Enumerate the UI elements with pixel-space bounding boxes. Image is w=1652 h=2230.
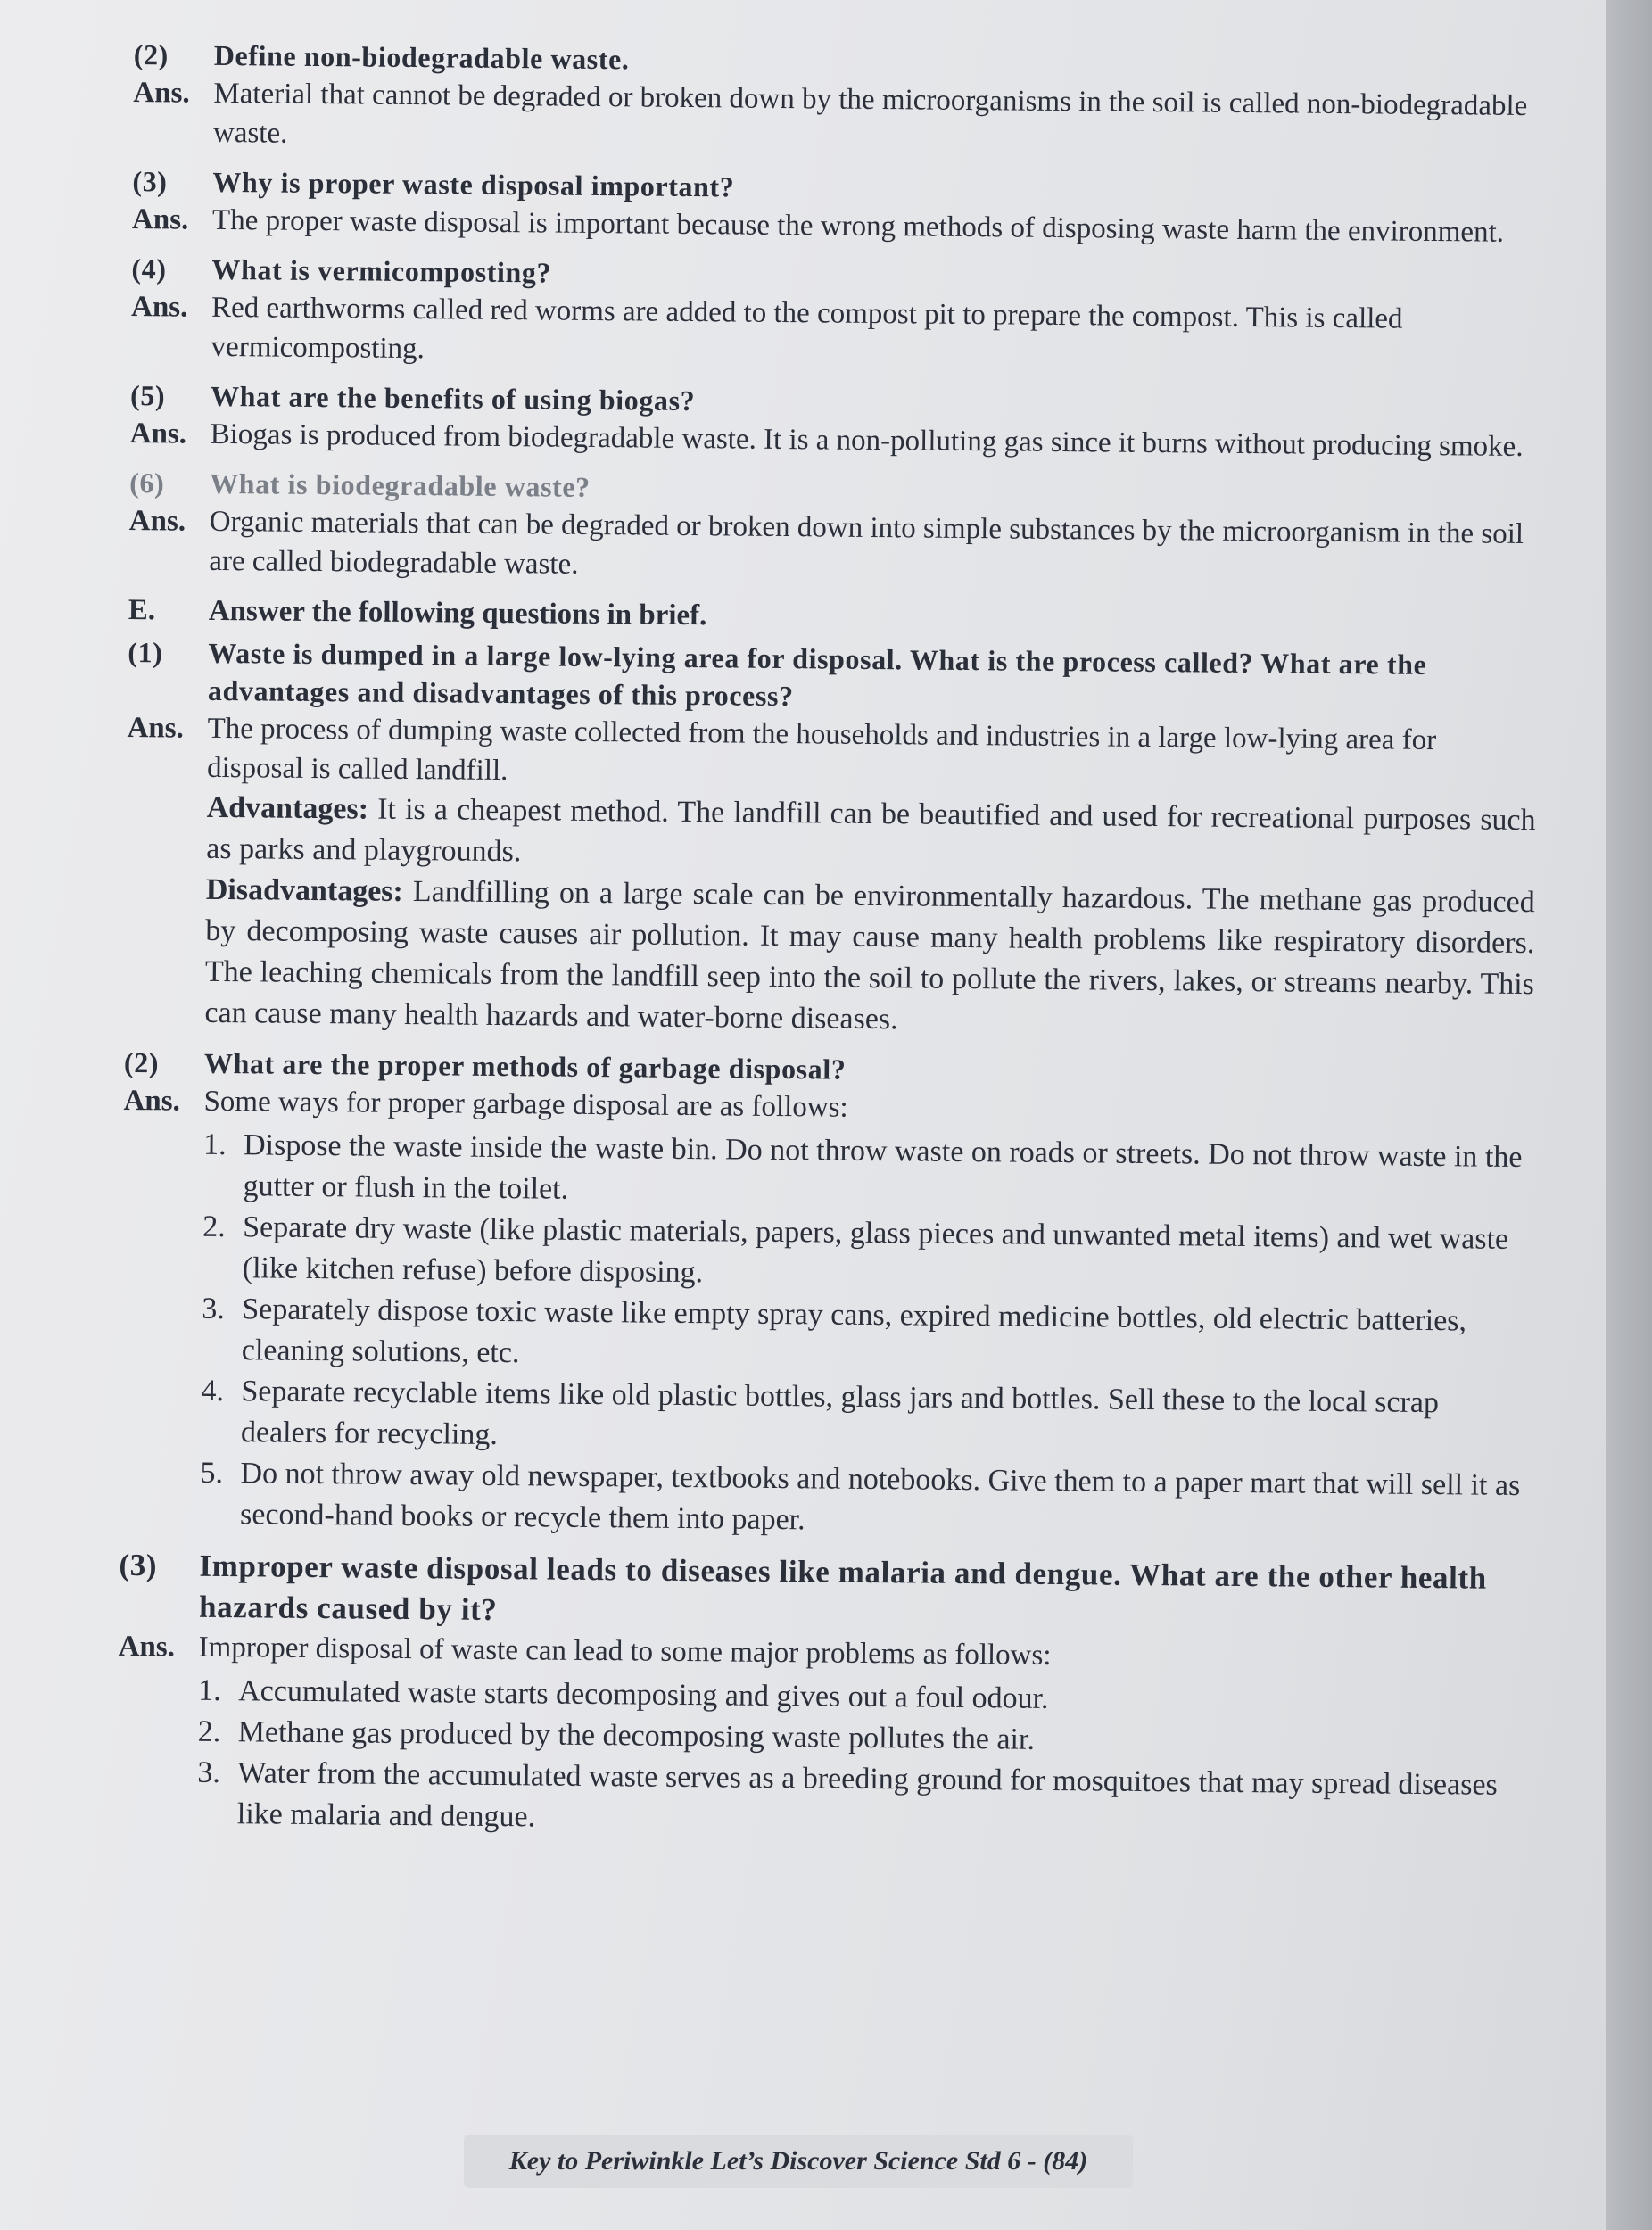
qa-d2 — [133, 36, 1543, 165]
question-text: What is biodegradable waste? — [210, 467, 591, 503]
list-item-text: Accumulated waste starts decomposing and gives out a foul odour. — [238, 1674, 1049, 1715]
question-text: What are the proper methods of garbage disposal? — [203, 1046, 847, 1086]
question-number: (1) — [128, 635, 163, 669]
list-item — [122, 1124, 1532, 1219]
book-page-edge — [1606, 0, 1652, 2230]
advantages-label: Advantages: — [206, 790, 369, 826]
answer — [127, 708, 1537, 800]
qa-e3 — [117, 1545, 1529, 1847]
list-item — [120, 1370, 1531, 1466]
answer-text: Material that cannot be degraded or broken down by the microorganisms in the soil is called non-biodegradable waste. — [212, 77, 1528, 150]
disadvantages-text: Landfilling on a large scale can be environmentally hazardous. The methane gas produced by decomposing waste causes air pollution. It may cause many health problems like respiratory disorders. The leaching chemicals from the landfill seep into the soil to pollute the rivers, lakes, or streams nearby. This can cause many health hazards and water-borne diseases. — [204, 875, 1535, 1037]
answer — [130, 287, 1540, 379]
answer-label: Ans. — [129, 417, 187, 450]
question-text: Improper waste disposal leads to diseases like malaria and dengue. What are the other health hazards caused by it? — [198, 1548, 1487, 1627]
qa-d3 — [132, 162, 1542, 252]
answer-text: Improper disposal of waste can lead to some major problems as follows: — [198, 1631, 1052, 1672]
question-number: (3) — [132, 164, 168, 198]
question-text: Waste is dumped in a large low-lying area for disposal. What is the process called? What are the advantages and disadvantages of this process? — [207, 636, 1427, 713]
question — [128, 633, 1538, 722]
answer — [133, 73, 1543, 165]
list-item-number: 5. — [200, 1456, 224, 1491]
question-number: (4) — [131, 252, 167, 285]
health-problems-list — [117, 1670, 1528, 1847]
question — [119, 1545, 1529, 1640]
list-item — [120, 1452, 1530, 1548]
list-item-text: Dispose the waste inside the waste bin. Do not throw waste on roads or streets. Do not throw waste in the gutter or flush in the toilet. — [243, 1128, 1523, 1206]
question-number: (2) — [123, 1045, 160, 1079]
question-number: (2) — [133, 37, 169, 71]
qa-d5 — [130, 376, 1540, 467]
question-text: What are the benefits of using biogas? — [210, 379, 696, 417]
question-number: (5) — [129, 378, 166, 412]
qa-e1 — [124, 633, 1537, 1046]
qa-d6 — [128, 464, 1539, 593]
list-item — [122, 1206, 1532, 1301]
list-item-number: 1. — [202, 1127, 227, 1162]
list-item-text: Separate dry waste (like plastic materials, papers, glass pieces and unwanted metal items) and wet waste (like kitchen refuse) before disposing. — [242, 1210, 1509, 1290]
list-item-number: 3. — [197, 1755, 220, 1790]
answer-label: Ans. — [133, 76, 190, 110]
list-item-text: Methane gas produced by the decomposing waste pollutes the air. — [237, 1715, 1036, 1756]
answer-text: Some ways for proper garbage disposal are as follows: — [203, 1085, 848, 1124]
answer-text: Organic materials that can be degraded or broken down into simple substances by the microorganism in the soil are called biodegradable waste. — [209, 505, 1524, 581]
list-item-number: 1. — [198, 1673, 221, 1708]
page-content — [117, 36, 1543, 1858]
list-item-text: Separate recyclable items like old plastic bottles, glass jars and bottles. Sell these to the local scrap dealers for recycling. — [240, 1375, 1440, 1451]
list-item-text: Separately dispose toxic waste like empty spray cans, expired medicine bottles, old electric batteries, cleaning solutions, etc. — [241, 1293, 1467, 1370]
answer-text: Biogas is produced from biodegradable waste. It is a non-polluting gas since it burns without producing smoke. — [210, 417, 1524, 463]
answer-label: Ans. — [123, 1084, 180, 1118]
list-item-text: Do not throw away old newspaper, textbooks and notebooks. Give them to a paper mart that will sell it as second-hand books or recycle them into paper. — [239, 1457, 1521, 1537]
answer-text: Red earthworms called red worms are added to the compost pit to prepare the compost. This is called vermicomposting. — [211, 291, 1403, 366]
question-text: What is vermicomposting? — [211, 252, 552, 289]
page-footer: Key to Periwinkle Let’s Discover Science Std 6 - (84) — [464, 2135, 1133, 2188]
answer-label: Ans. — [118, 1630, 176, 1664]
question-number: (3) — [119, 1547, 158, 1583]
answer-label: Ans. — [128, 504, 186, 538]
qa-e2 — [120, 1044, 1533, 1548]
advantages-text: It is a cheapest method. The landfill can be beautified and used for recreational purposes such as parks and playgrounds. — [206, 792, 1536, 869]
answer-label: Ans. — [127, 711, 185, 745]
answer-text: The process of dumping waste collected from the households and industries in a large low-lying area for disposal is called landfill. — [206, 712, 1437, 788]
list-item-text: Water from the accumulated waste serves as a breeding ground for mosquitoes that may spread diseases like malaria and dengue. — [236, 1756, 1498, 1834]
list-item-number: 2. — [202, 1210, 226, 1244]
answer-label: Ans. — [130, 290, 188, 324]
disadvantages-label: Disadvantages: — [205, 872, 404, 908]
disadvantages-paragraph — [124, 869, 1535, 1046]
answer — [128, 501, 1539, 593]
answer-text: The proper waste disposal is important because the wrong methods of disposing waste harm the environment. — [211, 203, 1505, 249]
advantages-paragraph — [126, 787, 1536, 882]
section-number: E. — [128, 593, 156, 627]
question-text: Define non-biodegradable waste. — [213, 38, 630, 76]
list-item — [121, 1288, 1532, 1383]
list-item-number: 4. — [201, 1374, 225, 1408]
list-item-number: 2. — [197, 1714, 221, 1749]
answer-label: Ans. — [131, 202, 189, 236]
disposal-methods-list — [120, 1124, 1532, 1548]
list-item-number: 3. — [202, 1292, 225, 1326]
question-number: (6) — [129, 466, 165, 500]
question-text: Why is proper waste disposal important? — [212, 165, 735, 203]
list-item — [117, 1752, 1527, 1847]
section-title: Answer the following questions in brief. — [208, 594, 707, 632]
qa-d4 — [130, 250, 1540, 379]
